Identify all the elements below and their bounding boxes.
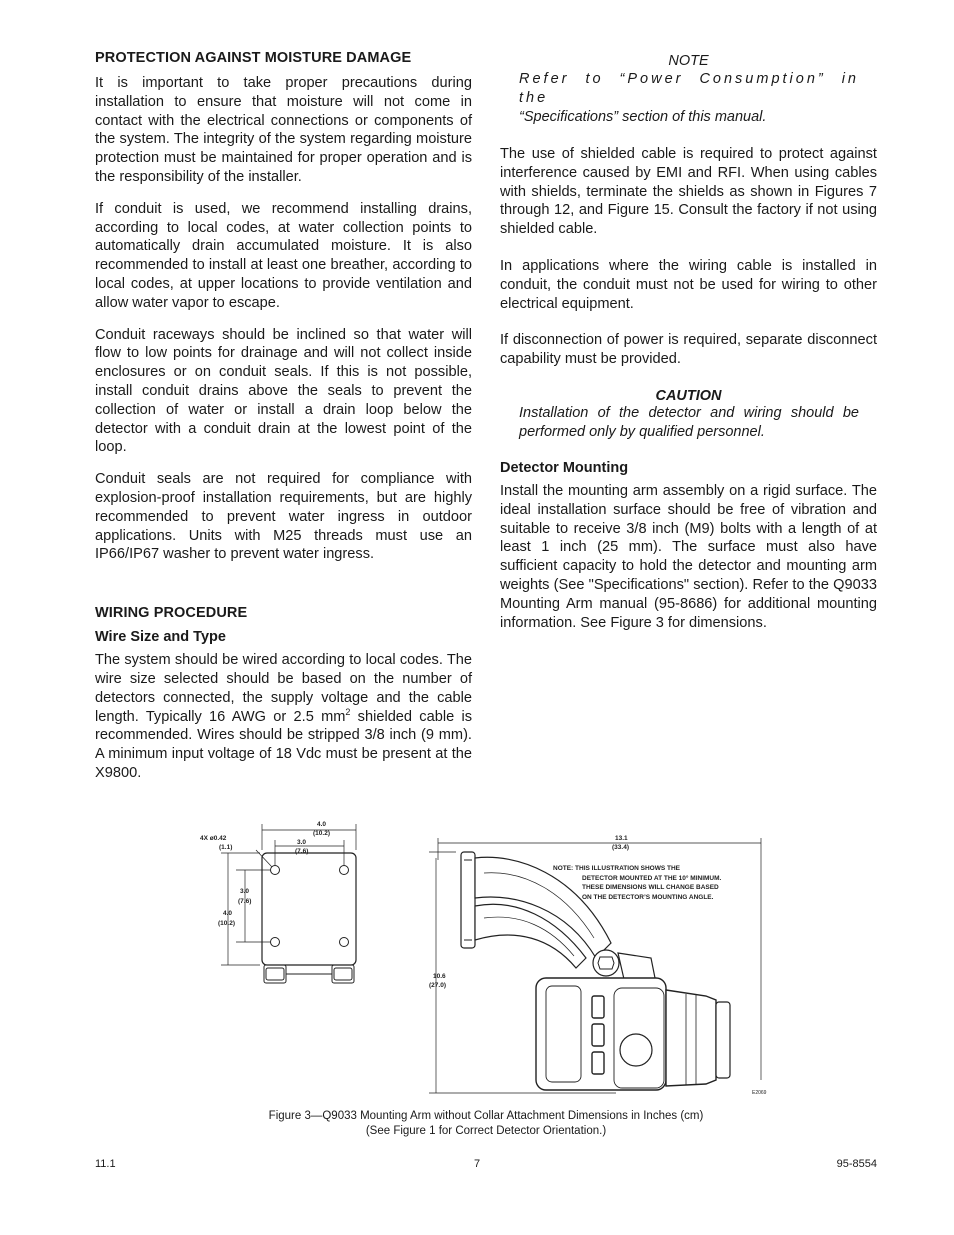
figure-caption-line-1: Figure 3—Q9033 Mounting Arm without Collar Attachment Dimensions in Inches (cm) — [268, 1110, 704, 1122]
figure-caption-line-2: (See Figure 1 for Correct Detector Orientation.) — [365, 1125, 607, 1137]
right-column — [500, 50, 877, 645]
width-inner-label: 3.0 — [297, 839, 307, 846]
note-text-line-1: Refer to “Power Consumption” in the — [519, 71, 859, 106]
shield-paragraph: The use of shielded cable is required to protect against interference caused by EMI and RFI. When using cables with shields, terminate the shields as shown in Figures 7 through 12, and Figure 15. Consult the factory if not using shielded cable. — [500, 146, 877, 238]
width-inner-cm-label: (7.6) — [295, 848, 309, 855]
length-label: 13.1 — [615, 835, 628, 842]
footer-revision: 11.1 — [95, 1158, 116, 1170]
wiring-text-a: The system should be wired according to local codes. The wire size selected should be based on the number of detectors connected, the supply voltage and the cable length. Typically 16 AWG or 2.5 mm — [95, 652, 472, 725]
moisture-heading: PROTECTION AGAINST MOISTURE DAMAGE — [95, 50, 412, 66]
hole-label: 4X ø0.42 — [200, 835, 227, 842]
plate-foot-inner — [334, 968, 352, 980]
note-line-2: DETECTOR MOUNTED AT THE 10° MINIMUM. — [582, 875, 722, 882]
wire-size-subheading: Wire Size and Type — [95, 629, 226, 646]
conduit-entry — [620, 1034, 652, 1066]
height-outer-label: 4.0 — [223, 910, 233, 917]
moisture-paragraph-3: Conduit raceways should be inclined so that water will flow to low points for drainage and will not collect inside enclosures or on conduit seals. If this is not possible, install conduit drains above the seals to prevent the collection of water or install a drain loop below the detector with a conduit drain at the lowest point of the loop. — [95, 326, 472, 456]
detector-face — [716, 1002, 730, 1078]
height-outer-cm-label: (10.2) — [218, 920, 235, 927]
mounting-paragraph: Install the mounting arm assembly on a rigid surface. The ideal installation surface should be free of vibration and suitable to receive 3/8 inch (M9) bolts with a length of at least 1 inch (25 mm). The surface must also have sufficient capacity to hold the detector and mounting arm weights (See "Specifications" section). Refer to the Q9033 Mounting Arm manual (95-8686) for additional mounting information. See Figure 3 for dimensions. — [500, 482, 877, 631]
height-label: 10.6 — [433, 973, 446, 980]
moisture-paragraph-1: It is important to take proper precautions during installation to ensure that moisture will not come in contact with the electrical connections or components of the system. The integrity of the system regarding moisture protection must be maintained for proper operation and is the responsibility of the installer. — [95, 75, 472, 185]
note-line-4: ON THE DETECTOR’S MOUNTING ANGLE. — [582, 894, 714, 901]
moisture-paragraph-2: If conduit is used, we recommend installing drains, according to local codes, at water collection points to automatically drain accumulated moisture. It is also recommended to install at least one breather, according to local codes, at upper locations to provide ventilation and allow water vapor to escape. — [95, 200, 472, 311]
plate-foot-inner — [266, 968, 284, 980]
detector-housing — [536, 978, 666, 1090]
pivot-joint — [593, 950, 619, 976]
plate-outline — [262, 853, 356, 965]
width-outer-label: 4.0 — [317, 821, 327, 828]
hole-label-cm: (1.1) — [219, 844, 233, 851]
disconnect-paragraph: If disconnection of power is required, separate disconnect capability must be provided. — [500, 332, 877, 368]
note-text — [519, 70, 859, 127]
left-column — [95, 50, 472, 796]
note-line-3: THESE DIMENSIONS WILL CHANGE BASED — [582, 884, 719, 891]
caution-title: CAUTION — [655, 387, 722, 404]
height-inner-label: 3.0 — [240, 888, 250, 895]
conduit-paragraph: In applications where the wiring cable is installed in conduit, the conduit must not be used for wiring to other electrical equipment. — [500, 257, 877, 312]
wiring-heading: WIRING PROCEDURE — [95, 605, 248, 622]
superscript: 2 — [345, 706, 351, 717]
wiring-paragraph — [95, 651, 472, 783]
footer-document-number: 95-8554 — [836, 1158, 877, 1170]
note-title: NOTE — [668, 53, 709, 69]
width-outer-cm-label: (10.2) — [313, 830, 330, 837]
wall-bracket — [461, 852, 475, 948]
note-line-1: NOTE: THIS ILLUSTRATION SHOWS THE — [553, 865, 680, 872]
wiring-text-b: shielded cable is recommended. Wires should be stripped 3/8 inch (9 mm). A minimum input voltage of 18 Vdc must be present at the X9800. — [95, 708, 472, 781]
moisture-paragraph-4: Conduit seals are not required for compliance with explosion-proof installation requirements, but are highly recommended to prevent water ingress in outdoor applications. Units with M25 threads must use an IP66/IP67 washer to prevent water ingress. — [95, 471, 472, 563]
figure-3-diagram — [196, 818, 786, 1103]
note-text-line-2: “Specifications” section of this manual. — [519, 109, 767, 125]
figure-code: E2069 — [752, 1090, 767, 1096]
length-cm-label: (33.4) — [612, 844, 629, 851]
mounting-heading: Detector Mounting — [500, 459, 629, 476]
caution-text: Installation of the detector and wiring should be performed only by qualified personnel. — [519, 404, 859, 440]
height-inner-cm-label: (7.6) — [238, 898, 252, 905]
height-cm-label: (27.0) — [429, 982, 446, 989]
detector-lens-body — [666, 990, 716, 1086]
footer-page-number: 7 — [473, 1158, 481, 1170]
